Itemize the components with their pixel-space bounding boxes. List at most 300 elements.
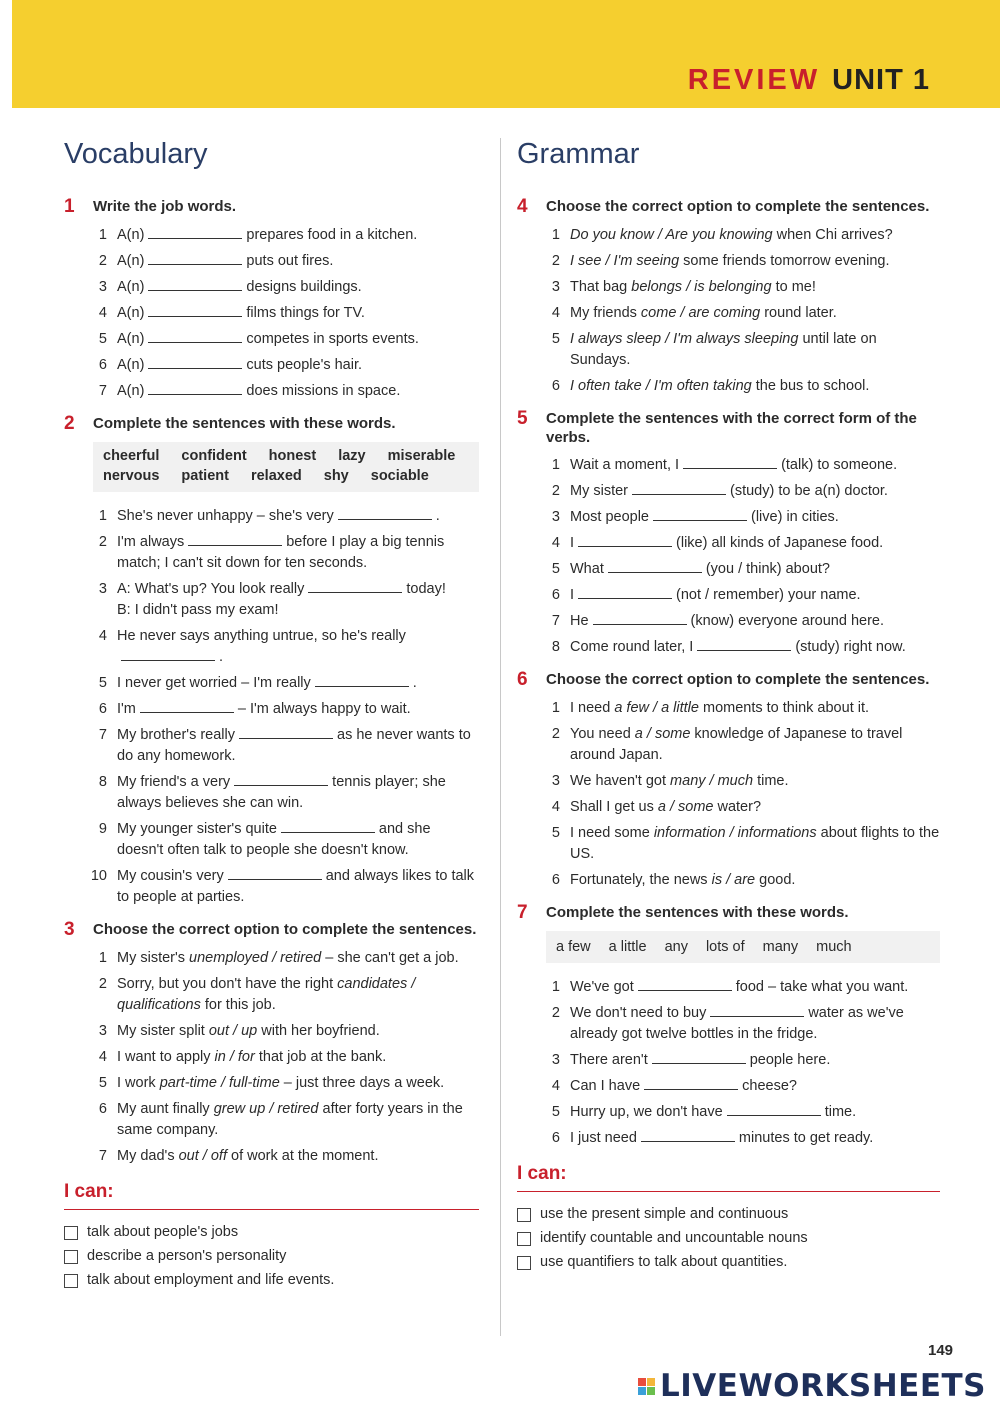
option-choice[interactable]: grew up / retired [213,1101,319,1117]
list-item [517,481,940,502]
answer-blank[interactable] [638,977,732,991]
list-item [64,251,479,272]
list-item [64,1099,479,1141]
item-prefix: My friend's a very [117,774,231,790]
item-number: 4 [551,305,560,321]
item-second-line: B: I didn't pass my exam! [117,602,279,618]
answer-blank[interactable] [632,481,726,495]
item-number: 2 [98,253,107,269]
item-text [570,533,940,554]
item-text [570,329,940,371]
item-prefix: A(n) [117,383,145,399]
item-prefix: Fortunately, the news [570,872,712,888]
answer-blank[interactable] [234,772,328,786]
word-bank-item: patient [181,468,229,484]
item-prefix: A(n) [117,331,145,347]
item-suffix: . [219,649,224,665]
item-text [570,611,940,632]
exercise-3 [64,920,479,1167]
item-prefix: I work [117,1075,160,1091]
item-suffix: tennis player; she always believes she can win. [117,774,446,811]
answer-blank[interactable] [148,355,242,369]
option-choice[interactable]: part-time / full-time [159,1075,280,1091]
item-suffix: . [412,675,417,691]
item-number: 1 [551,227,560,243]
unit-label: UNIT 1 [832,64,930,96]
list-item [517,724,940,766]
i-can-item [517,1252,940,1273]
answer-blank[interactable] [148,303,242,317]
option-choice[interactable]: a few / a little [614,700,699,716]
list-item [517,507,940,528]
exercise-number: 6 [517,669,528,690]
exercise-5-items [517,455,940,658]
i-can-heading: I can: [64,1181,479,1210]
answer-blank[interactable] [121,647,215,661]
list-item [64,699,479,720]
answer-blank[interactable] [315,673,409,687]
item-prefix: What [570,561,604,577]
exercise-5 [517,409,940,658]
answer-blank[interactable] [683,455,777,469]
answer-blank[interactable] [644,1076,738,1090]
item-number: 5 [551,1104,560,1120]
item-prefix: My sister's [117,950,190,966]
item-prefix: Wait a moment, I [570,457,680,473]
list-item [64,819,479,861]
list-item [517,1003,940,1045]
list-item [64,579,479,621]
option-choice[interactable]: is / are [711,872,756,888]
item-prefix: I'm always [117,534,185,550]
option-choice[interactable]: unemployed / retired [189,950,322,966]
i-can-item [517,1228,940,1249]
exercise-2-items [64,506,479,908]
item-prefix: A: What's up? You look really [117,581,305,597]
item-text [570,481,940,502]
option-choice[interactable]: out / off [178,1148,227,1164]
answer-blank[interactable] [308,579,402,593]
logo-square [647,1387,655,1395]
checkbox[interactable] [517,1256,531,1270]
item-suffix: puts out fires. [246,253,334,269]
word-bank-item: confident [181,448,247,464]
word-bank-item: honest [268,448,317,464]
item-text [117,819,479,861]
item-number: 5 [98,1075,107,1091]
answer-blank[interactable] [148,277,242,291]
option-choice[interactable]: I see / I'm seeing [570,253,680,269]
item-suffix: food – take what you want. [735,979,909,995]
item-prefix: My dad's [117,1148,179,1164]
item-prefix: We've got [570,979,634,995]
item-prefix: I need some [570,825,654,841]
list-item [64,626,479,668]
item-text [117,277,479,298]
item-number: 3 [98,581,107,597]
answer-blank[interactable] [228,866,322,880]
item-number: 1 [551,457,560,473]
list-item [64,673,479,694]
list-item [517,251,940,272]
item-prefix: A(n) [117,227,145,243]
answer-blank[interactable] [641,1128,735,1142]
item-number: 4 [98,628,107,644]
item-suffix: (live) in cities. [751,509,839,525]
review-label: REVIEW [687,64,821,96]
exercise-instruction: Choose the correct option to complete the sentences. [93,921,477,938]
i-can-label: talk about people's jobs [87,1224,239,1240]
item-prefix: He never says anything untrue, so he's really [117,628,406,644]
option-choice[interactable]: a / some [657,799,714,815]
exercise-instruction: Complete the sentences with these words. [93,415,396,432]
item-text [117,532,479,574]
word-bank [93,442,479,492]
item-number: 2 [551,1005,560,1021]
exercise-number: 1 [64,196,75,217]
item-suffix: cheese? [742,1078,797,1094]
item-prefix: My sister [570,483,628,499]
item-text [570,376,940,397]
list-item [64,225,479,246]
exercise-number: 7 [517,902,528,923]
logo-square [647,1378,655,1386]
i-can-item [64,1222,479,1243]
item-text [570,225,940,246]
list-item [517,1076,940,1097]
item-text [570,724,940,766]
exercise-instruction: Write the job words. [93,198,237,215]
word-bank-item: nervous [103,468,160,484]
exercise-instruction: Complete the sentences with these words. [546,904,849,921]
item-text [117,725,479,767]
list-item [517,698,940,719]
i-can-label: identify countable and uncountable nouns [540,1230,808,1246]
checkbox[interactable] [517,1232,531,1246]
exercise-7 [517,903,940,1149]
list-item [517,1128,940,1149]
item-prefix: I [570,535,575,551]
item-suffix: today! [406,581,446,597]
i-can-label: describe a person's personality [87,1248,287,1264]
exercise-number: 4 [517,196,528,217]
item-number: 1 [98,508,107,524]
answer-blank[interactable] [593,611,687,625]
exercise-1 [64,197,479,402]
item-suffix: with her boyfriend. [257,1023,380,1039]
list-item [517,225,940,246]
liveworksheets-logo[interactable] [638,1368,986,1404]
list-item [64,532,479,574]
logo-grid-icon [638,1378,655,1395]
logo-square [638,1387,646,1395]
item-prefix: My cousin's very [117,868,224,884]
item-suffix: that job at the bank. [254,1049,387,1065]
item-text [570,698,940,719]
item-number: 4 [551,1078,560,1094]
grammar-heading: Grammar [517,138,640,170]
item-text [117,699,479,720]
word-bank-item: sociable [370,468,429,484]
item-number: 7 [98,383,107,399]
item-suffix: about flights to the US. [570,825,940,862]
list-item [517,585,940,606]
vocabulary-heading: Vocabulary [64,138,208,170]
option-choice[interactable]: a / some [634,726,691,742]
answer-blank[interactable] [653,507,747,521]
word-bank-item: lazy [338,448,366,464]
answer-blank[interactable] [578,533,672,547]
answer-blank[interactable] [188,532,282,546]
item-prefix: We haven't got [570,773,671,789]
item-number: 1 [98,950,107,966]
list-item [64,974,479,1016]
answer-blank[interactable] [697,637,791,651]
word-bank-item: a little [608,939,647,955]
list-item [517,376,940,397]
item-text [117,1146,479,1167]
list-item [64,725,479,767]
item-prefix: My aunt finally [117,1101,214,1117]
item-suffix: (like) all kinds of Japanese food. [676,535,884,551]
item-prefix: A(n) [117,305,145,321]
item-number: 6 [98,357,107,373]
list-item [64,1047,479,1068]
answer-blank[interactable] [608,559,702,573]
word-bank-item: any [664,939,688,955]
i-can-checklist [64,1222,479,1291]
list-item [517,277,940,298]
answer-blank[interactable] [281,819,375,833]
item-text [570,507,940,528]
item-suffix: round later. [760,305,837,321]
item-text [570,1128,940,1149]
item-text [570,870,940,891]
word-bank-item: relaxed [250,468,302,484]
answer-blank[interactable] [148,329,242,343]
item-prefix: A(n) [117,279,145,295]
item-prefix: Shall I get us [570,799,658,815]
exercise-number: 2 [64,413,75,434]
item-prefix: You need [570,726,635,742]
list-item [517,637,940,658]
answer-blank[interactable] [239,725,333,739]
vocabulary-column [64,138,479,1294]
item-suffix: cuts people's hair. [246,357,363,373]
option-choice[interactable]: belongs / is belonging [631,279,772,295]
item-suffix: for this job. [200,997,276,1013]
item-number: 2 [98,534,107,550]
item-prefix: Hurry up, we don't have [570,1104,723,1120]
list-item [517,559,940,580]
item-number: 8 [98,774,107,790]
item-text [570,797,940,818]
item-text [117,948,479,969]
item-number: 5 [551,331,560,347]
item-number: 3 [551,509,560,525]
item-text [117,1073,479,1094]
item-suffix: until late on Sundays. [570,331,877,368]
item-prefix: My brother's really [117,727,235,743]
item-text [570,559,940,580]
item-prefix: A(n) [117,357,145,373]
answer-blank[interactable] [148,381,242,395]
item-suffix: to me! [771,279,816,295]
list-item [64,329,479,350]
option-choice[interactable]: in / for [214,1049,255,1065]
option-choice[interactable]: I often take / I'm often taking [570,378,752,394]
exercise-6-items [517,698,940,891]
list-item [517,533,940,554]
item-text [117,974,479,1016]
answer-blank[interactable] [727,1102,821,1116]
item-text [570,1102,940,1123]
list-item [64,948,479,969]
list-item [517,1102,940,1123]
exercise-3-items [64,948,479,1167]
page-number: 149 [928,1342,954,1359]
answer-blank[interactable] [652,1050,746,1064]
item-suffix: moments to think about it. [698,700,870,716]
answer-blank[interactable] [140,699,234,713]
item-suffix: water? [713,799,762,815]
item-text [117,866,479,908]
item-suffix: when Chi arrives? [772,227,893,243]
i-can-item [517,1204,940,1225]
item-prefix: We don't need to buy [570,1005,707,1021]
item-number: 6 [551,872,560,888]
checkbox[interactable] [64,1274,78,1288]
item-suffix: and always likes to talk to people at parties. [117,868,475,905]
item-number: 6 [98,1101,107,1117]
option-choice[interactable]: Do you know / Are you knowing [570,227,773,243]
item-suffix: designs buildings. [246,279,362,295]
list-item [517,455,940,476]
item-text [117,1099,479,1141]
option-choice[interactable]: information / informations [653,825,817,841]
item-prefix: I [570,587,575,603]
item-number: 9 [98,821,107,837]
item-number: 3 [551,279,560,295]
checkbox[interactable] [517,1208,531,1222]
item-text [117,251,479,272]
list-item [64,303,479,324]
item-number: 6 [551,378,560,394]
option-choice[interactable]: come / are coming [640,305,761,321]
item-number: 1 [551,979,560,995]
exercise-6 [517,670,940,891]
list-item [64,277,479,298]
item-number: 3 [98,279,107,295]
item-number: 2 [551,726,560,742]
item-suffix: (study) to be a(n) doctor. [730,483,888,499]
answer-blank[interactable] [338,506,432,520]
i-can-label: use the present simple and continuous [540,1206,789,1222]
list-item [517,329,940,371]
item-prefix: She's never unhappy – she's very [117,508,334,524]
item-text [117,329,479,350]
item-text [117,579,479,621]
exercise-4 [517,197,940,397]
exercise-2 [64,414,479,908]
item-suffix: water as we've already got twelve bottles in the fridge. [570,1005,904,1042]
answer-blank[interactable] [710,1003,804,1017]
item-prefix: My sister split [117,1023,209,1039]
item-suffix: some friends tomorrow evening. [679,253,890,269]
answer-blank[interactable] [148,251,242,265]
answer-blank[interactable] [578,585,672,599]
item-number: 7 [98,1148,107,1164]
item-prefix: My younger sister's quite [117,821,277,837]
list-item [64,772,479,814]
item-prefix: I'm [117,701,136,717]
item-suffix: (know) everyone around here. [690,613,884,629]
i-can-label: talk about employment and life events. [87,1272,335,1288]
option-choice[interactable]: I always sleep / I'm always sleeping [570,331,799,347]
option-choice[interactable]: candidates / qualifications [117,976,416,1013]
item-prefix: I need [570,700,615,716]
item-text [117,1047,479,1068]
item-suffix: minutes to get ready. [738,1130,874,1146]
list-item [64,1146,479,1167]
item-suffix: (you / think) about? [705,561,830,577]
item-suffix: – she can't get a job. [321,950,459,966]
item-text [117,355,479,376]
option-choice[interactable]: out / up [208,1023,258,1039]
item-suffix: competes in sports events. [246,331,419,347]
item-suffix: of work at the moment. [226,1148,379,1164]
word-bank-item: lots of [705,939,745,955]
checkbox[interactable] [64,1250,78,1264]
item-prefix: That bag [570,279,632,295]
i-can-heading: I can: [517,1163,940,1192]
list-item [517,771,940,792]
item-text [117,303,479,324]
item-number: 2 [551,253,560,269]
item-suffix: as he never wants to do any homework. [117,727,471,764]
item-suffix: (not / remember) your name. [676,587,861,603]
item-number: 5 [98,675,107,691]
exercise-1-items [64,225,479,402]
item-suffix: prepares food in a kitchen. [246,227,418,243]
list-item [517,797,940,818]
checkbox[interactable] [64,1226,78,1240]
item-prefix: My friends [570,305,641,321]
item-suffix: – just three days a week. [279,1075,445,1091]
answer-blank[interactable] [148,225,242,239]
word-bank-item: shy [323,468,349,484]
item-prefix: Can I have [570,1078,641,1094]
list-item [64,1073,479,1094]
item-prefix: Sorry, but you don't have the right [117,976,338,992]
item-prefix: There aren't [570,1052,648,1068]
item-prefix: I just need [570,1130,637,1146]
list-item [517,870,940,891]
item-text [570,1076,940,1097]
item-suffix: . [435,508,440,524]
exercise-instruction: Choose the correct option to complete the sentences. [546,671,930,688]
item-suffix: (talk) to someone. [781,457,898,473]
word-bank-item: a few [556,939,591,955]
item-number: 6 [551,1130,560,1146]
item-suffix: time. [824,1104,857,1120]
unit-title [688,64,930,97]
item-text [570,251,940,272]
item-text [117,506,479,527]
item-prefix: He [570,613,589,629]
item-suffix: – I'm always happy to wait. [237,701,411,717]
option-choice[interactable]: many / much [670,773,754,789]
